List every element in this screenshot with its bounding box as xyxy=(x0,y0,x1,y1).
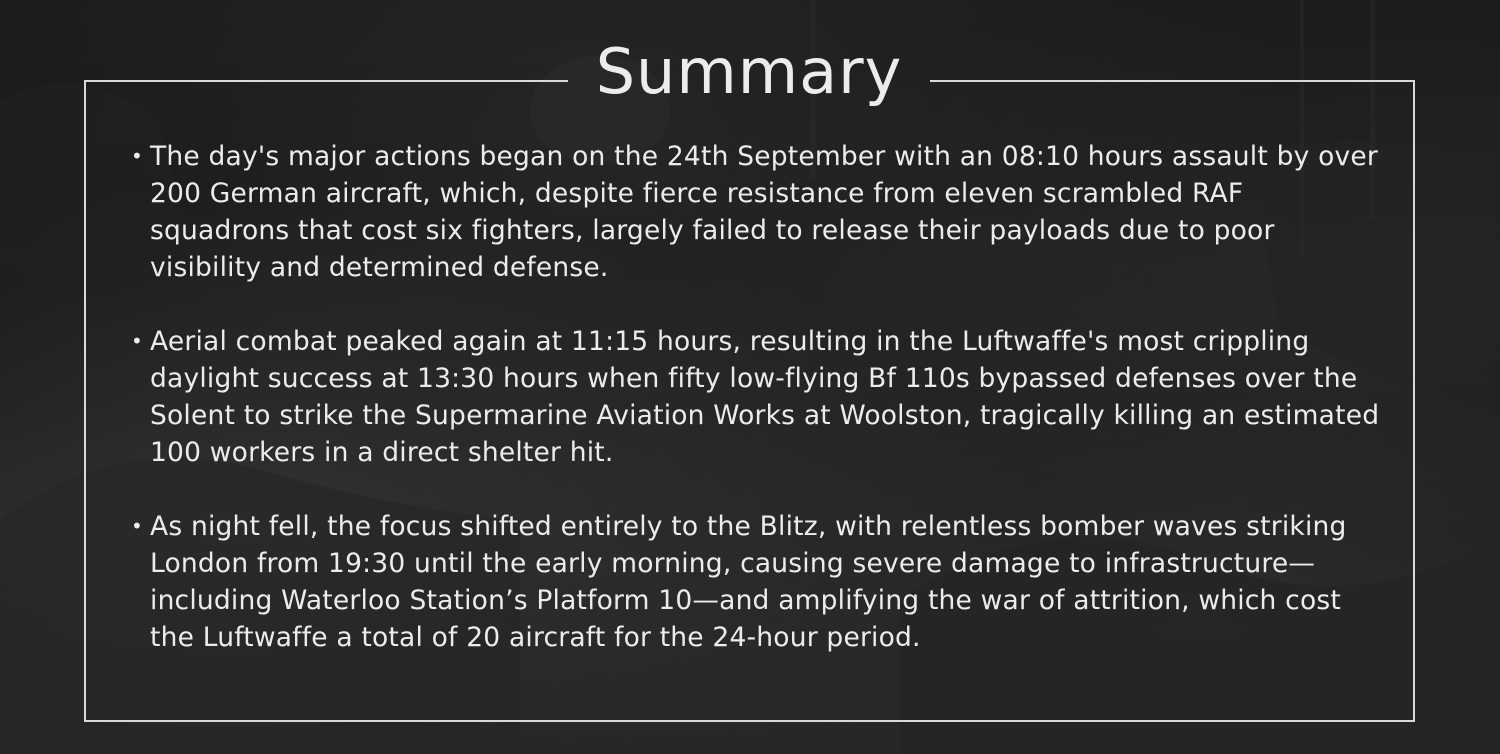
frame-top-left-border xyxy=(84,80,568,82)
summary-bullet-list xyxy=(131,138,1380,693)
bullet-item xyxy=(131,138,1380,286)
bullet-marker: • xyxy=(131,329,143,353)
bullet-marker: • xyxy=(131,144,143,168)
frame-right-border xyxy=(1413,80,1415,722)
bullet-text: The day's major actions began on the 24th September with an 08:10 hours assault by over 200 German aircraft, which, despite fierce resistance from eleven scrambled RAF squadrons that cost six fighters, largely failed to release their payloads due to poor visibility and determined defense. xyxy=(150,141,1379,283)
frame-bottom-border xyxy=(84,720,1415,722)
page-title: Summary xyxy=(595,35,903,108)
frame-top-right-border xyxy=(930,80,1415,82)
bullet-item xyxy=(131,508,1380,656)
frame-left-border xyxy=(84,80,86,722)
bullet-item xyxy=(131,323,1380,471)
bullet-text: As night fell, the focus shifted entirely to the Blitz, with relentless bomber waves striking London from 19:30 until the early morning, causing severe damage to infrastructure—including Waterloo Station’s Platform 10—and amplifying the war of attrition, which cost the Luftwaffe a total of 20 aircraft for the 24-hour period. xyxy=(150,511,1347,653)
bullet-marker: • xyxy=(131,514,143,538)
bullet-text: Aerial combat peaked again at 11:15 hours, resulting in the Luftwaffe's most crippling daylight success at 13:30 hours when fifty low-flying Bf 110s bypassed defenses over the Solent to strike the Supermarine Aviation Works at Woolston, tragically killing an estimated 100 workers in a direct shelter hit. xyxy=(150,326,1380,468)
